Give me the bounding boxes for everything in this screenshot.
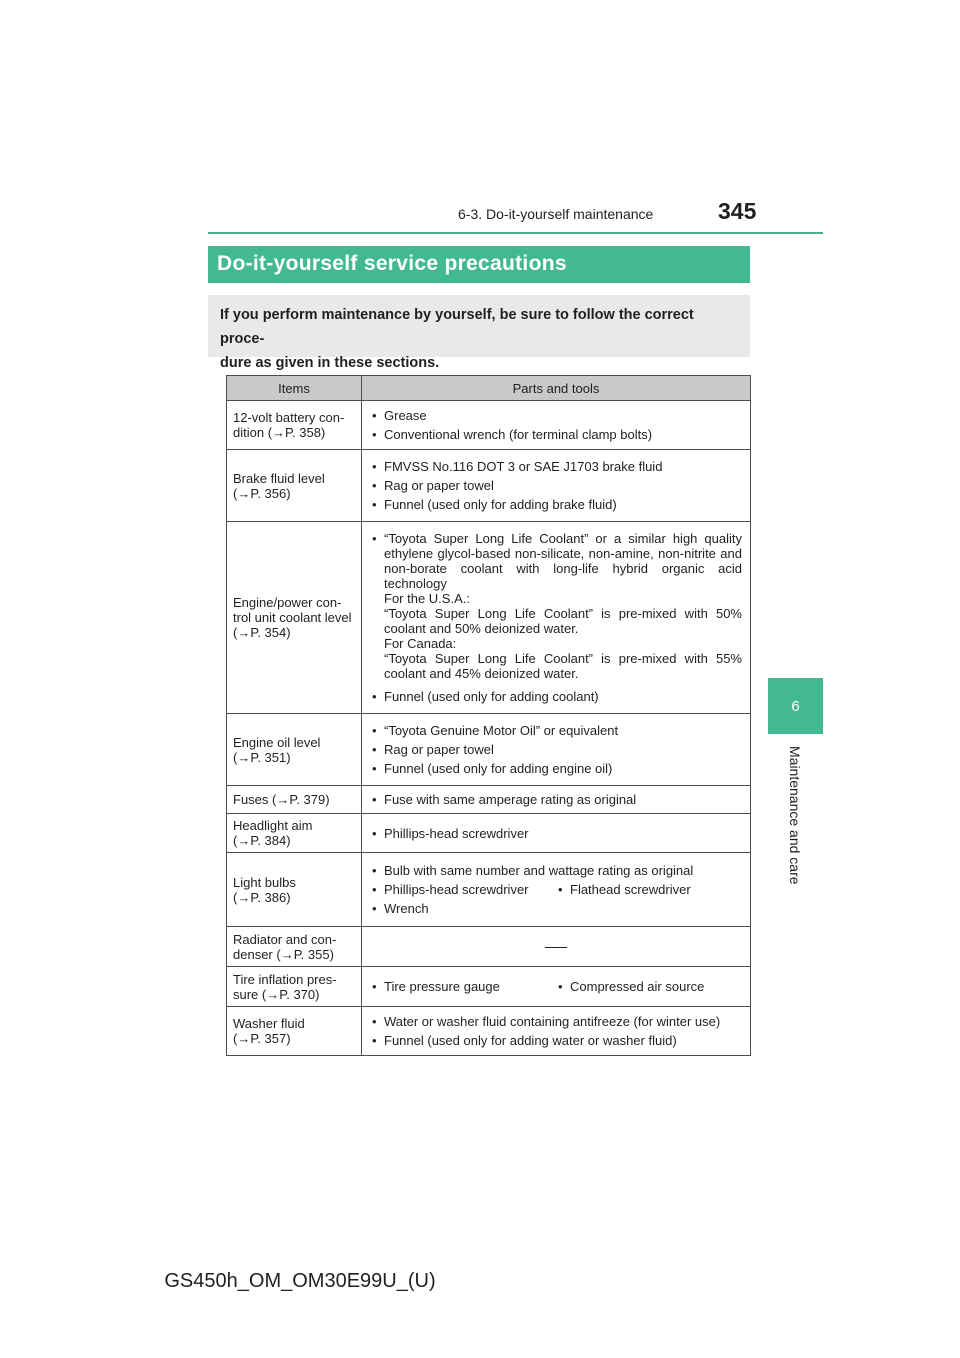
- parts-item: • Bulb with same number and wattage rating as original: [370, 863, 742, 878]
- column-header-parts: Parts and tools: [362, 376, 751, 401]
- item-text: Engine/power con-: [233, 595, 342, 610]
- parts-cell: [362, 522, 751, 714]
- chapter-number: 6: [791, 697, 800, 715]
- item-text: (→P. 354): [233, 625, 291, 640]
- parts-item: • Compressed air source: [556, 979, 742, 994]
- parts-table: [226, 375, 751, 1056]
- item-text: sure (→P. 370): [233, 986, 320, 1002]
- table-row: [227, 450, 751, 522]
- table-row: [227, 814, 751, 853]
- item-text: (→P. 356): [233, 485, 291, 501]
- document-code: GS450h_OM_OM30E99U_(U): [164, 1270, 436, 1292]
- parts-item: • Funnel (used only for adding engine oil): [370, 761, 742, 776]
- parts-cell: [362, 853, 751, 927]
- item-text: 12-volt battery con-: [233, 410, 345, 425]
- parts-item: • FMVSS No.116 DOT 3 or SAE J1703 brake fluid: [370, 459, 742, 474]
- page-heading: Do-it-yourself service precautions: [208, 246, 750, 283]
- item-text: Headlight aim: [233, 818, 313, 833]
- item-text: Engine oil level: [233, 734, 321, 750]
- parts-item: • Wrench: [370, 901, 742, 916]
- item-text: dition (→P. 358): [233, 425, 326, 440]
- item-cell: [227, 714, 362, 786]
- item-text: Fuses (→P. 379): [233, 792, 330, 807]
- parts-item: • Phillips-head screwdriver: [370, 826, 742, 841]
- page-number: 345: [718, 198, 757, 224]
- item-text: Washer fluid: [233, 1016, 305, 1031]
- item-cell: [227, 853, 362, 927]
- coolant-text: “Toyota Super Long Life Coolant” is pre-mixed with 50% coolant and 50% deionized water.: [384, 606, 742, 636]
- table-row: [227, 967, 751, 1007]
- table-row: [227, 401, 751, 450]
- column-header-items: Items: [227, 376, 362, 401]
- parts-item: • Funnel (used only for adding water or washer fluid): [370, 1033, 742, 1048]
- table-row: [227, 1007, 751, 1056]
- parts-cell: [362, 450, 751, 522]
- item-cell: [227, 401, 362, 450]
- item-text: Tire inflation pres-: [233, 971, 337, 987]
- item-text: Light bulbs: [233, 874, 296, 890]
- parts-cell: [362, 1007, 751, 1056]
- item-text: denser (→P. 355): [233, 946, 334, 962]
- coolant-text: For Canada:: [384, 636, 457, 651]
- item-cell: [227, 450, 362, 522]
- coolant-text: “Toyota Super Long Life Coolant” is pre-mixed with 55% coolant and 45% deionized water.: [384, 651, 742, 681]
- parts-item: • Tire pressure gauge: [370, 979, 556, 994]
- item-cell: [227, 786, 362, 814]
- section-title: 6-3. Do-it-yourself maintenance: [458, 206, 654, 222]
- coolant-spec: [370, 531, 742, 681]
- parts-item: • Rag or paper towel: [370, 742, 742, 757]
- chapter-title: Maintenance and care: [787, 746, 803, 885]
- parts-cell: [362, 814, 751, 853]
- item-cell: [227, 1007, 362, 1056]
- parts-cell: [362, 786, 751, 814]
- item-cell: [227, 814, 362, 853]
- parts-item: • “Toyota Genuine Motor Oil” or equivalent: [370, 723, 742, 738]
- table-row: [227, 853, 751, 927]
- parts-pair: [370, 882, 742, 897]
- item-text: (→P. 386): [233, 889, 291, 905]
- parts-pair: [370, 979, 742, 994]
- intro-box: [208, 295, 750, 371]
- table-row: [227, 714, 751, 786]
- table-row: [227, 522, 751, 714]
- parts-cell: [362, 967, 751, 1007]
- item-cell: [227, 927, 362, 967]
- parts-cell-empty: [362, 927, 751, 967]
- item-text: trol unit coolant level: [233, 610, 352, 625]
- coolant-text: • “Toyota Super Long Life Coolant” or a similar high quality ethylene glycol-based non-silicate, non-amine, non-nitrite and non-borate coolant with long-life hybrid organic acid technology: [384, 531, 742, 591]
- parts-item: • Flathead screwdriver: [556, 882, 742, 897]
- table-header-row: [227, 376, 751, 401]
- item-text: (→P. 351): [233, 749, 291, 765]
- parts-item: • Funnel (used only for adding coolant): [370, 689, 742, 704]
- intro-line-2: dure as given in these sections.: [220, 355, 440, 371]
- item-cell: [227, 967, 362, 1007]
- parts-cell: [362, 714, 751, 786]
- parts-item: • Water or washer fluid containing antifreeze (for winter use): [370, 1014, 742, 1029]
- table-row: [227, 786, 751, 814]
- item-text: (→P. 357): [233, 1031, 291, 1046]
- dash-line: [545, 947, 567, 948]
- item-text: Brake fluid level: [233, 470, 325, 486]
- parts-item: • Phillips-head screwdriver: [370, 882, 556, 897]
- item-cell: [227, 522, 362, 714]
- chapter-tab: [768, 678, 823, 734]
- parts-item: • Funnel (used only for adding brake fluid): [370, 497, 742, 512]
- parts-item: • Conventional wrench (for terminal clamp bolts): [370, 427, 742, 442]
- coolant-text: For the U.S.A.:: [384, 591, 470, 606]
- parts-cell: [362, 401, 751, 450]
- parts-item: • Grease: [370, 408, 742, 423]
- item-text: (→P. 384): [233, 833, 291, 848]
- table-row: [227, 927, 751, 967]
- parts-item: • Fuse with same amperage rating as original: [370, 792, 742, 807]
- parts-item: • Rag or paper towel: [370, 478, 742, 493]
- item-text: Radiator and con-: [233, 931, 337, 947]
- header-divider: [208, 232, 823, 234]
- intro-line-1: If you perform maintenance by yourself, be sure to follow the correct proce-: [220, 307, 694, 347]
